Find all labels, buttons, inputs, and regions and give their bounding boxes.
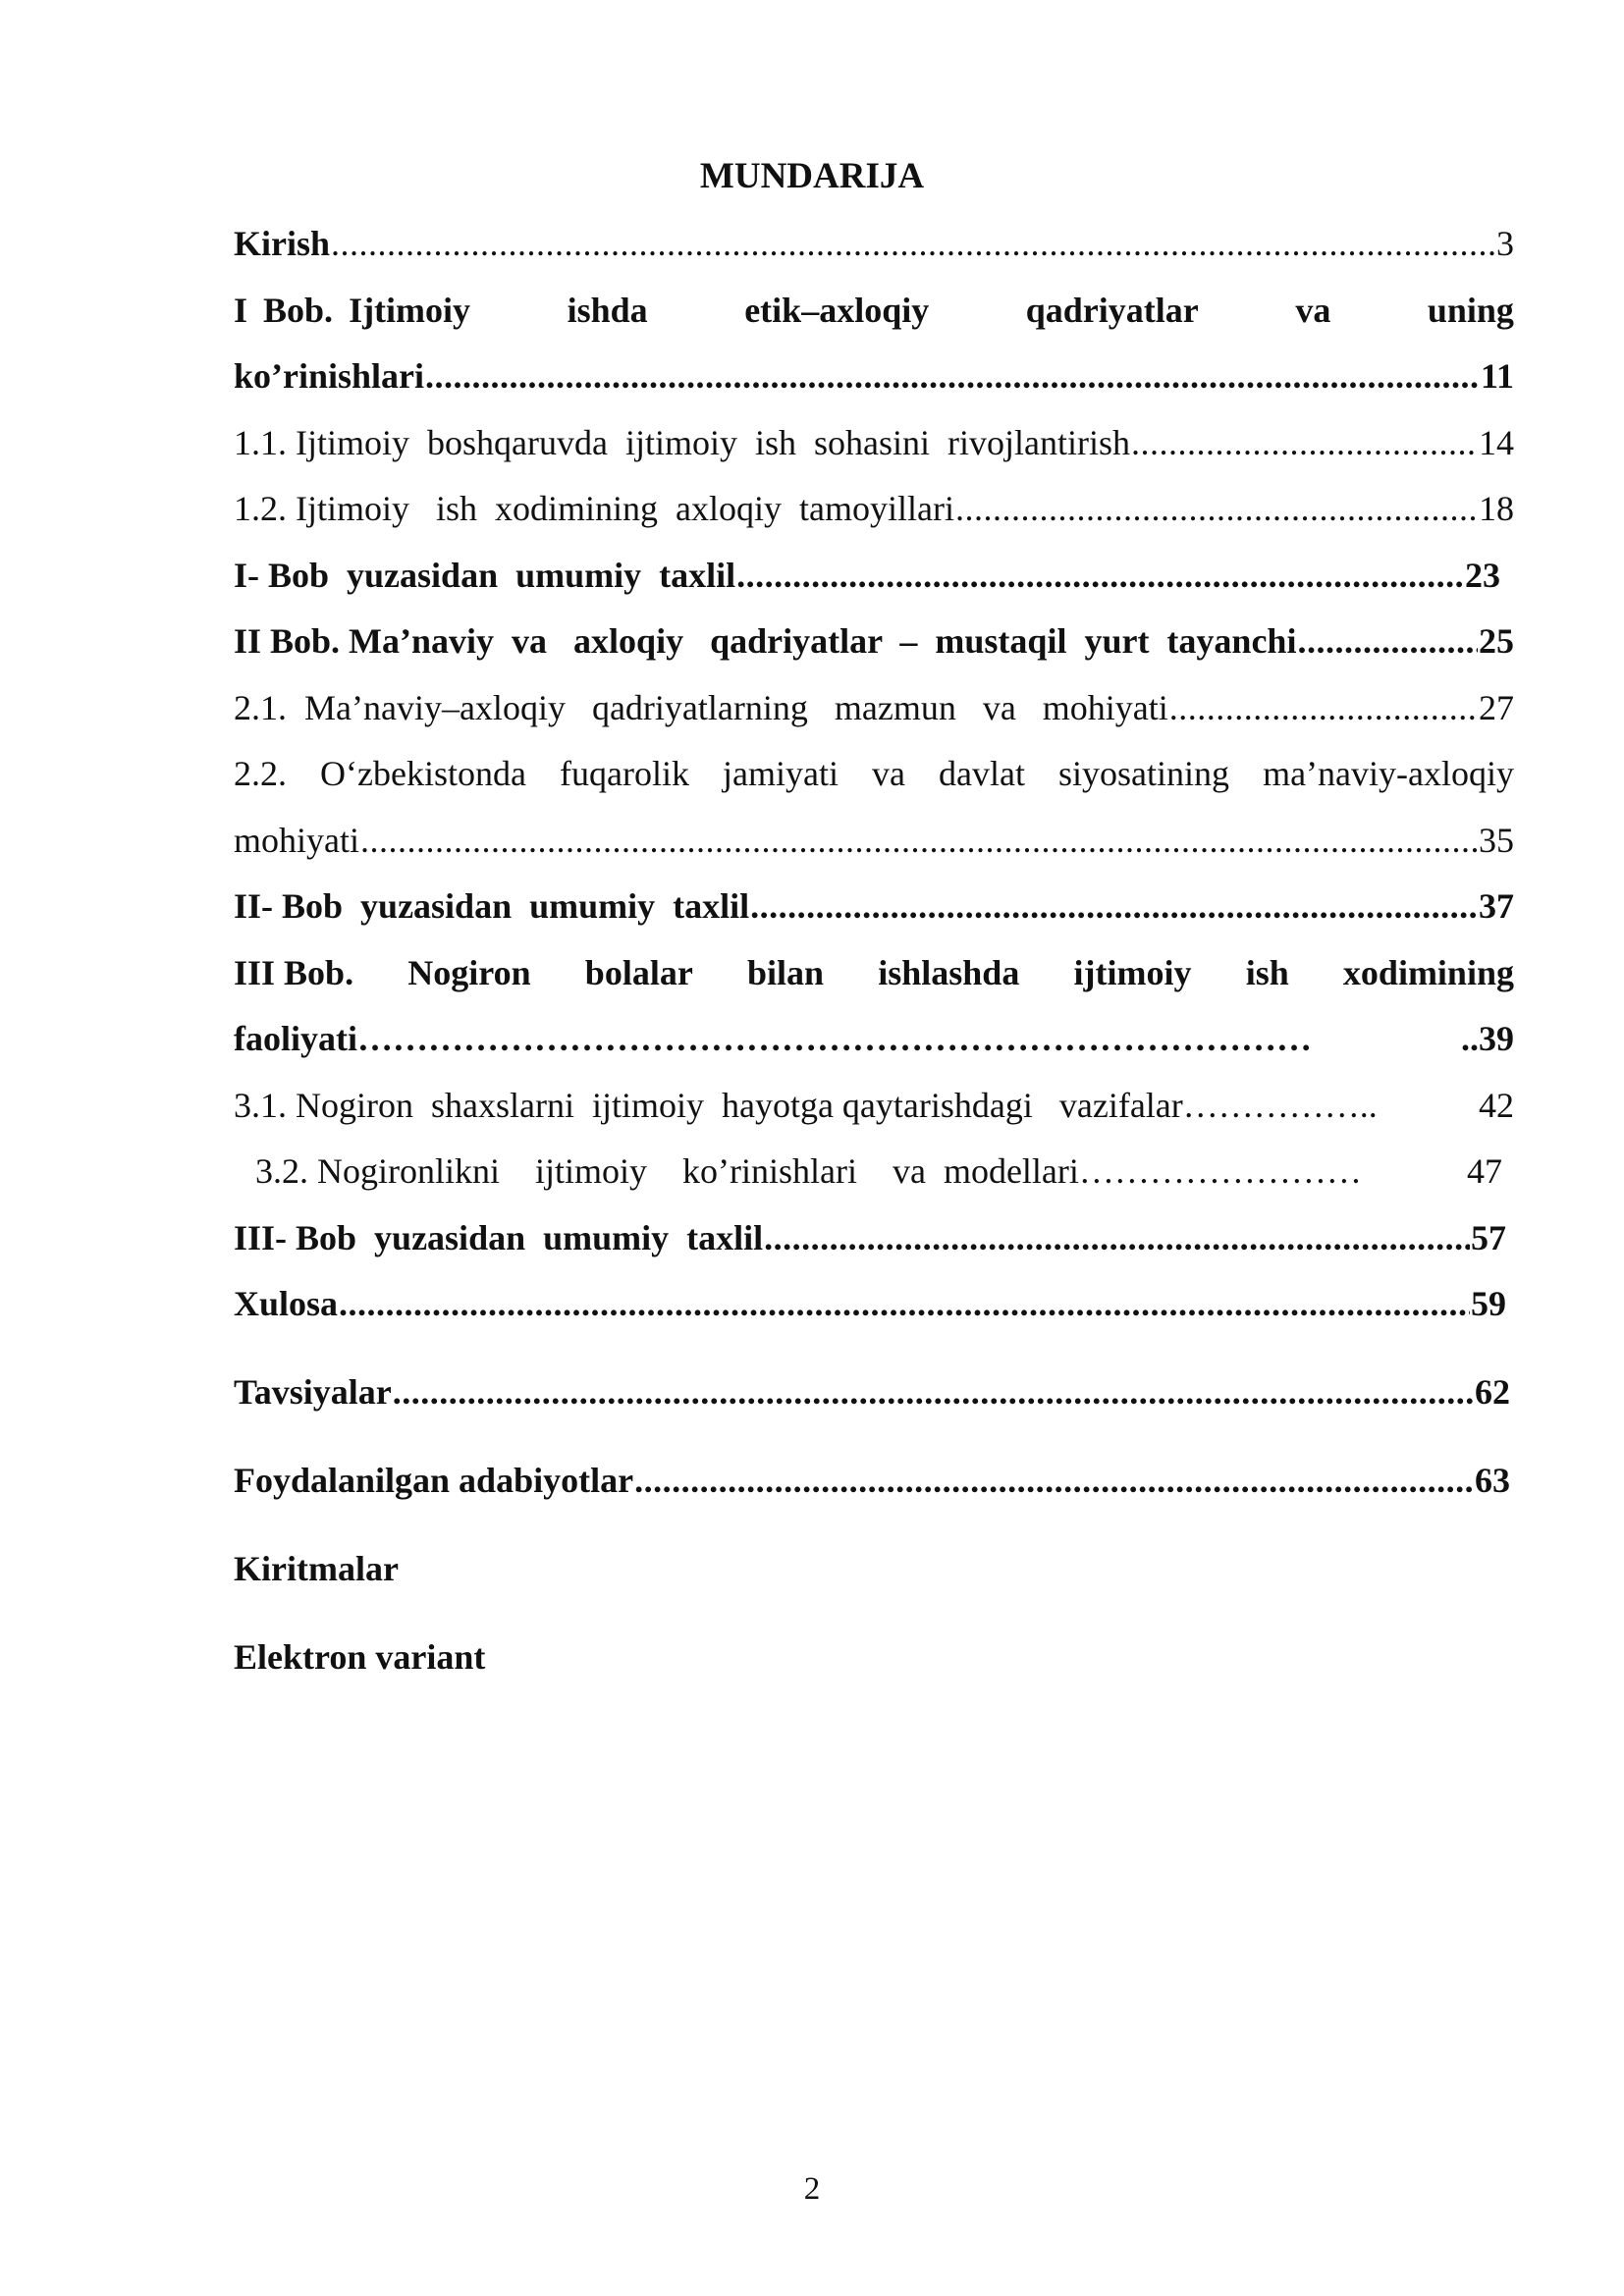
toc-page-number: 18	[1479, 489, 1514, 528]
toc-page-number: 27	[1479, 688, 1514, 727]
toc-entry-label: 1.2. Ijtimoiy ish xodimining axloqiy tamoyillari	[234, 489, 954, 528]
dot-leader	[1131, 421, 1478, 464]
toc-word: Bob.	[263, 291, 334, 330]
dot-leader	[736, 554, 1464, 597]
toc-page-number: 23	[1465, 556, 1500, 595]
toc-entry-conclusion[interactable]	[234, 1282, 1514, 1325]
dot-leader	[360, 819, 1478, 862]
toc-entry-section-3-2[interactable]	[255, 1149, 1502, 1193]
toc-entry-electronic-version[interactable]	[234, 1635, 1514, 1679]
toc-word: ish	[1245, 953, 1289, 992]
toc-page-number: 3	[1496, 224, 1514, 263]
dot-leader	[955, 487, 1478, 530]
toc-page-number: 37	[1479, 886, 1514, 926]
toc-page-number: 25	[1479, 621, 1514, 661]
toc-word: Nogiron	[407, 953, 531, 992]
toc-entry-chapter-3[interactable]	[234, 1017, 1514, 1060]
toc-word: ishlashda	[878, 953, 1020, 992]
toc-entry-chapter-1-summary[interactable]	[234, 554, 1514, 597]
dot-leader	[331, 222, 1495, 265]
toc-entry-references[interactable]	[234, 1459, 1514, 1502]
toc-page-number: 42	[1479, 1086, 1514, 1125]
dot-leader	[425, 354, 1480, 398]
toc-word: xodimining	[1342, 953, 1514, 992]
dot-leader	[764, 1216, 1470, 1259]
toc-entry-label: Tavsiyalar	[234, 1372, 392, 1412]
toc-entry-label: Kiritmalar	[234, 1549, 399, 1588]
toc-entry-label: ko’rinishlari	[234, 356, 425, 396]
toc-entry-appendices[interactable]	[234, 1547, 1514, 1590]
toc-entry-section-2-2[interactable]	[234, 819, 1514, 862]
toc-word: ijtimoiy	[1073, 953, 1192, 992]
toc-entry-recommendations[interactable]	[234, 1370, 1514, 1414]
toc-entry-chapter-2-summary[interactable]	[234, 884, 1514, 928]
toc-word: I	[234, 291, 248, 330]
toc-entry-chapter-3-summary[interactable]	[234, 1216, 1514, 1259]
toc-page-number: ..39	[1461, 1019, 1514, 1058]
toc-entry-section-1-1[interactable]	[234, 421, 1514, 464]
page-title: MUNDARIJA	[699, 156, 925, 196]
page-number: 2	[803, 2171, 821, 2207]
dot-leader	[750, 884, 1478, 928]
toc-word: ma’naviy-axloqiy	[1263, 754, 1514, 793]
dot-leader	[634, 1459, 1474, 1502]
dot-leader	[1297, 619, 1478, 663]
toc-page-number: 59	[1471, 1284, 1506, 1323]
toc-entry-section-1-2[interactable]	[234, 487, 1514, 530]
toc-word: O‘zbekistonda	[320, 754, 526, 793]
toc-page-number: 47	[1467, 1151, 1502, 1191]
dot-leader	[339, 1282, 1470, 1325]
toc-entry-introduction[interactable]	[234, 222, 1514, 265]
toc-word: jamiyati	[723, 754, 839, 793]
toc-word: va	[1295, 291, 1331, 330]
toc-word: Ijtimoiy	[349, 291, 471, 330]
toc-word: III Bob.	[234, 953, 354, 992]
toc-entry-label: I- Bob yuzasidan umumiy taxlil	[234, 556, 736, 595]
toc-entry-label: Kirish	[234, 224, 331, 263]
toc-word: fuqarolik	[560, 754, 689, 793]
toc-entry-chapter-1[interactable]	[234, 354, 1514, 398]
toc-page-number: 14	[1479, 423, 1514, 462]
dot-leader	[1169, 686, 1478, 729]
toc-page-number: 62	[1475, 1372, 1510, 1412]
toc-word: uning	[1427, 291, 1514, 330]
toc-word: va	[872, 754, 905, 793]
toc-entry-chapter-2[interactable]	[234, 619, 1514, 663]
toc-entry-label: Foydalanilgan adabiyotlar	[234, 1461, 634, 1500]
toc-word: 2.2.	[234, 754, 287, 793]
dot-leader	[393, 1370, 1474, 1414]
toc-word: bilan	[747, 953, 825, 992]
toc-entry-section-2-2-heading[interactable]	[234, 752, 1514, 795]
toc-entry-chapter-3-heading[interactable]	[234, 951, 1514, 994]
toc-entry-label: II Bob. Ma’naviy va axloqiy qadriyatlar – mustaqil yurt tayanchi	[234, 621, 1297, 661]
toc-entry-label: 3.2. Nogironlikni ijtimoiy ko’rinishlari va modellari……………………	[255, 1151, 1362, 1191]
toc-entry-section-2-1[interactable]	[234, 686, 1514, 729]
toc-word: bolalar	[584, 953, 693, 992]
toc-page-number: 11	[1480, 356, 1514, 396]
toc-word: davlat	[939, 754, 1025, 793]
toc-entry-label: 1.1. Ijtimoiy boshqaruvda ijtimoiy ish sohasini rivojlantirish	[234, 423, 1130, 462]
toc-word: ishda	[567, 291, 648, 330]
toc-entry-chapter-1-heading[interactable]	[234, 289, 1514, 332]
toc-entry-label: faoliyati………………………………………………………………………	[234, 1019, 1312, 1058]
toc-entry-label: III- Bob yuzasidan umumiy taxlil	[234, 1218, 764, 1257]
toc-entry-label: Elektron variant	[234, 1637, 486, 1677]
toc-word: etik–axloqiy	[744, 291, 930, 330]
toc-page-number: 35	[1479, 821, 1514, 860]
toc-page-number: 63	[1475, 1461, 1510, 1500]
toc-page-number: 57	[1471, 1218, 1506, 1257]
toc-entry-label: Xulosa	[234, 1284, 339, 1323]
toc-word: siyosatining	[1058, 754, 1230, 793]
toc-entry-label: 2.1. Ma’naviy–axloqiy qadriyatlarning mazmun va mohiyati	[234, 688, 1168, 727]
toc-entry-label: II- Bob yuzasidan umumiy taxlil	[234, 886, 750, 926]
toc-entry-label: 3.1. Nogiron shaxslarni ijtimoiy hayotga qaytarishdagi vazifalar……………..	[234, 1086, 1378, 1125]
toc-entry-section-3-1[interactable]	[234, 1084, 1514, 1127]
toc-word: qadriyatlar	[1025, 291, 1199, 330]
toc-entry-label: mohiyati	[234, 821, 359, 860]
